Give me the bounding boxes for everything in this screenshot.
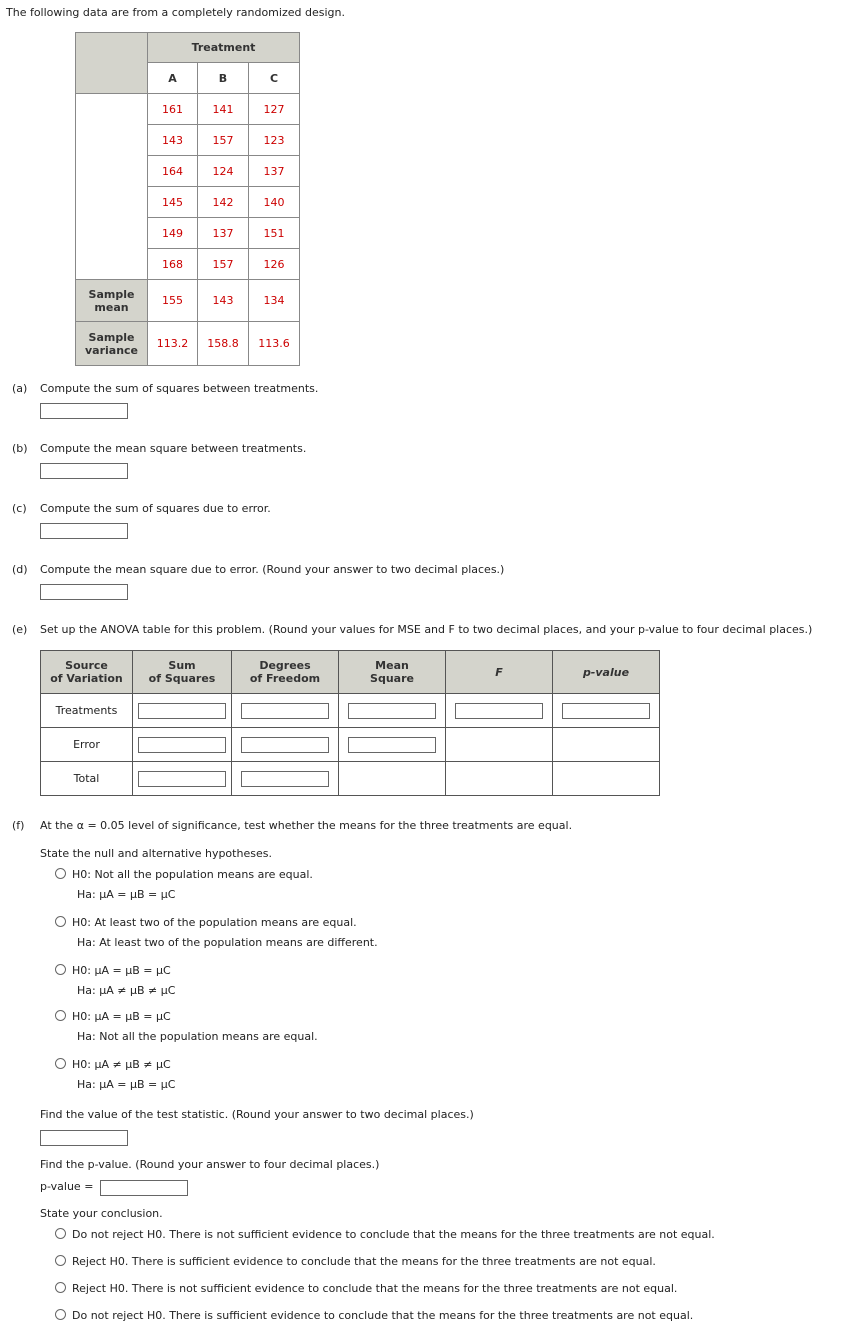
corner-cell xyxy=(76,33,148,94)
error-df-input[interactable] xyxy=(241,737,329,753)
radio-button[interactable] xyxy=(55,1058,66,1069)
hypothesis-alt: Ha: At least two of the population means are different. xyxy=(77,936,378,949)
data-cell: 145 xyxy=(148,187,198,218)
radio-button[interactable] xyxy=(55,964,66,975)
data-cell: 157 xyxy=(198,125,249,156)
variance-cell: 158.8 xyxy=(198,322,249,366)
conclusion-option[interactable]: Reject H0. There is not sufficient evidence to conclude that the means for the three treatments are not equal. xyxy=(55,1282,677,1295)
answer-d-input[interactable] xyxy=(40,584,128,600)
data-cell: 126 xyxy=(249,249,300,280)
hypothesis-alt: Ha: μA = μB = μC xyxy=(77,1078,176,1091)
data-cell: 168 xyxy=(148,249,198,280)
empty-cell xyxy=(553,728,660,762)
question-e: (e) Set up the ANOVA table for this problem. (Round your values for MSE and F to two decimal places, and your p-value to four decimal places.) xyxy=(12,623,813,636)
pvalue-input[interactable] xyxy=(100,1180,188,1196)
data-cell: 137 xyxy=(249,156,300,187)
data-cell: 151 xyxy=(249,218,300,249)
anova-row-label: Error xyxy=(41,728,133,762)
answer-c-input[interactable] xyxy=(40,523,128,539)
radio-button[interactable] xyxy=(55,1309,66,1320)
total-ss-input[interactable] xyxy=(138,771,226,787)
hypothesis-alt: Ha: Not all the population means are equal. xyxy=(77,1030,318,1043)
data-cell: 143 xyxy=(148,125,198,156)
treatments-f-input[interactable] xyxy=(455,703,543,719)
treatments-ms-input[interactable] xyxy=(348,703,436,719)
col-header: A xyxy=(148,63,198,94)
error-ms-input[interactable] xyxy=(348,737,436,753)
answer-b-input[interactable] xyxy=(40,463,128,479)
anova-header-df: Degrees of Freedom xyxy=(232,651,339,694)
treatments-ss-input[interactable] xyxy=(138,703,226,719)
hypothesis-option[interactable]: H0: μA ≠ μB ≠ μC xyxy=(55,1058,171,1071)
mean-cell: 134 xyxy=(249,280,300,322)
hypothesis-alt: Ha: μA ≠ μB ≠ μC xyxy=(77,984,176,997)
radio-button[interactable] xyxy=(55,1255,66,1266)
anova-header-p: p-value xyxy=(553,651,660,694)
variance-cell: 113.6 xyxy=(249,322,300,366)
col-header: B xyxy=(198,63,249,94)
error-ss-input[interactable] xyxy=(138,737,226,753)
data-cell: 127 xyxy=(249,94,300,125)
conclusion-option[interactable]: Reject H0. There is sufficient evidence to conclude that the means for the three treatments are not equal. xyxy=(55,1255,656,1268)
sample-variance-label: Sample variance xyxy=(76,322,148,366)
anova-header-ss: Sum of Squares xyxy=(133,651,232,694)
total-df-input[interactable] xyxy=(241,771,329,787)
hypothesis-option[interactable]: H0: At least two of the population means are equal. xyxy=(55,916,357,929)
treatments-df-input[interactable] xyxy=(241,703,329,719)
radio-button[interactable] xyxy=(55,1228,66,1239)
blank-cell xyxy=(76,94,148,280)
conclusion-prompt: State your conclusion. xyxy=(40,1207,163,1220)
pvalue-label: p-value = xyxy=(40,1180,94,1193)
test-stat-input[interactable] xyxy=(40,1130,128,1146)
treatments-p-input[interactable] xyxy=(562,703,650,719)
data-cell: 164 xyxy=(148,156,198,187)
anova-row-label: Treatments xyxy=(41,694,133,728)
intro-text: The following data are from a completely randomized design. xyxy=(6,6,345,19)
hypothesis-option[interactable]: H0: Not all the population means are equal. xyxy=(55,868,313,881)
treatment-header: Treatment xyxy=(148,33,300,63)
test-stat-prompt: Find the value of the test statistic. (Round your answer to two decimal places.) xyxy=(40,1108,474,1121)
pvalue-prompt: Find the p-value. (Round your answer to four decimal places.) xyxy=(40,1158,380,1171)
question-b: (b) Compute the mean square between treatments. xyxy=(12,442,307,455)
data-cell: 137 xyxy=(198,218,249,249)
mean-cell: 155 xyxy=(148,280,198,322)
data-cell: 124 xyxy=(198,156,249,187)
data-cell: 140 xyxy=(249,187,300,218)
data-cell: 141 xyxy=(198,94,249,125)
data-cell: 157 xyxy=(198,249,249,280)
conclusion-option[interactable]: Do not reject H0. There is not sufficient evidence to conclude that the means for the three treatments are not equal. xyxy=(55,1228,715,1241)
question-c: (c) Compute the sum of squares due to error. xyxy=(12,502,271,515)
hypothesis-option[interactable]: H0: μA = μB = μC xyxy=(55,964,171,977)
empty-cell xyxy=(446,728,553,762)
data-cell: 123 xyxy=(249,125,300,156)
anova-header-source: Source of Variation xyxy=(41,651,133,694)
empty-cell xyxy=(446,762,553,796)
sample-mean-label: Sample mean xyxy=(76,280,148,322)
anova-table xyxy=(40,650,660,796)
anova-row-label: Total xyxy=(41,762,133,796)
conclusion-option[interactable]: Do not reject H0. There is sufficient evidence to conclude that the means for the three treatments are not equal. xyxy=(55,1309,693,1322)
anova-header-ms: Mean Square xyxy=(339,651,446,694)
mean-cell: 143 xyxy=(198,280,249,322)
empty-cell xyxy=(339,762,446,796)
question-a: (a) Compute the sum of squares between treatments. xyxy=(12,382,319,395)
col-header: C xyxy=(249,63,300,94)
radio-button[interactable] xyxy=(55,916,66,927)
question-d: (d) Compute the mean square due to error. (Round your answer to two decimal places.) xyxy=(12,563,505,576)
data-table xyxy=(75,32,300,366)
radio-button[interactable] xyxy=(55,1010,66,1021)
empty-cell xyxy=(553,762,660,796)
anova-header-f: F xyxy=(446,651,553,694)
hypotheses-prompt: State the null and alternative hypotheses. xyxy=(40,847,272,860)
hypothesis-option[interactable]: H0: μA = μB = μC xyxy=(55,1010,171,1023)
variance-cell: 113.2 xyxy=(148,322,198,366)
radio-button[interactable] xyxy=(55,868,66,879)
hypothesis-alt: Ha: μA = μB = μC xyxy=(77,888,176,901)
data-cell: 161 xyxy=(148,94,198,125)
radio-button[interactable] xyxy=(55,1282,66,1293)
answer-a-input[interactable] xyxy=(40,403,128,419)
question-f: (f) At the α = 0.05 level of significance, test whether the means for the three treatments are equal. xyxy=(12,819,573,832)
data-cell: 149 xyxy=(148,218,198,249)
data-cell: 142 xyxy=(198,187,249,218)
